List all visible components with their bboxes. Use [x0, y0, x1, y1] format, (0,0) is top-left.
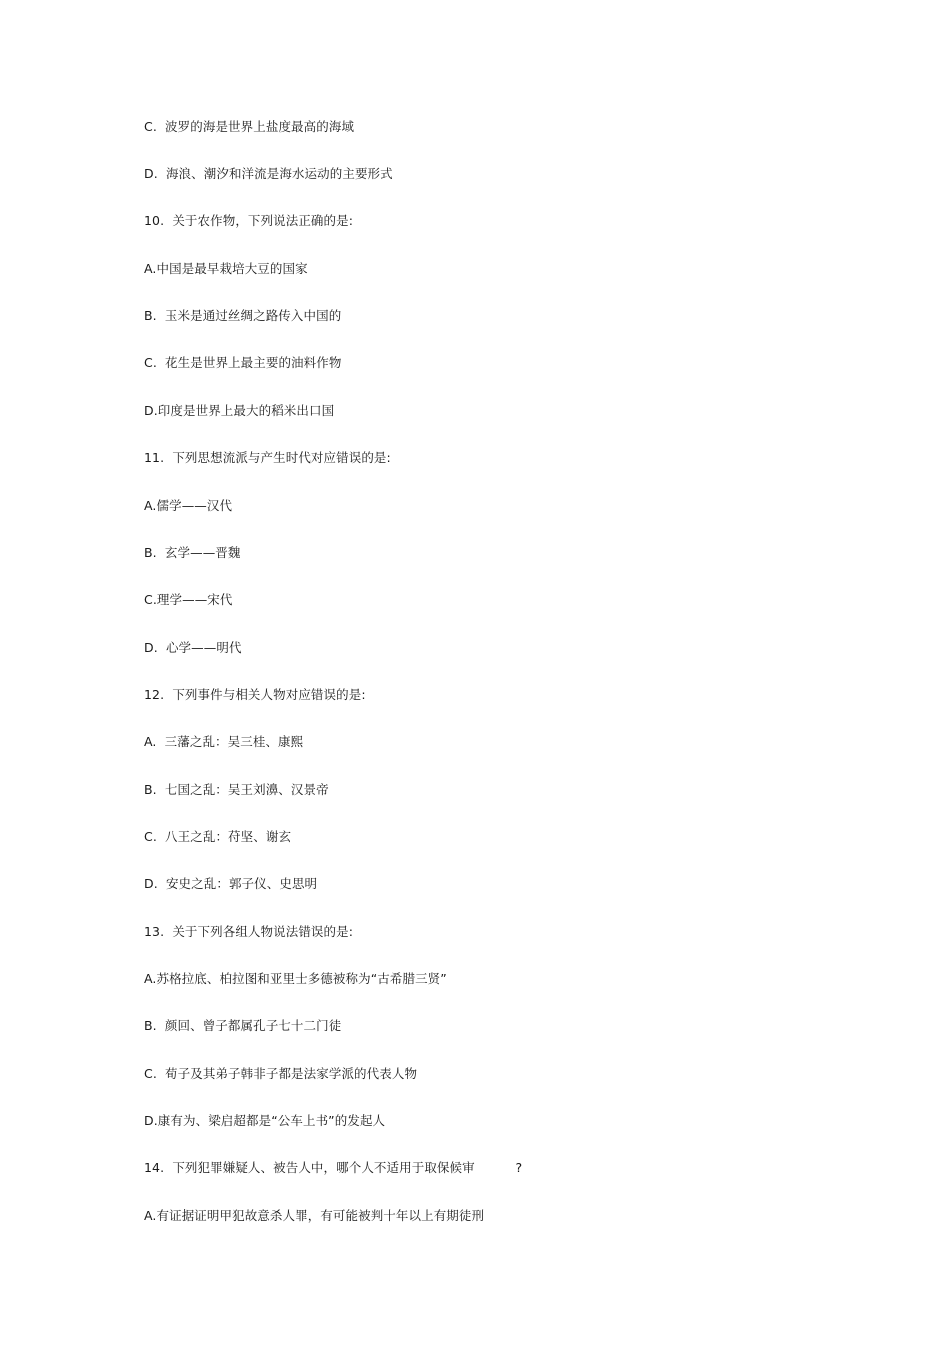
option-line: B. 玉米是通过丝绸之路传入中国的	[144, 308, 342, 323]
question-line: 13. 关于下列各组人物说法错误的是:	[144, 924, 354, 939]
option-line: A. 三藩之乱：吴三桂、康熙	[144, 734, 304, 749]
option-line: D. 心学——明代	[144, 640, 242, 655]
option-line: D. 安史之乱：郭子仪、史思明	[144, 876, 318, 891]
question-line: 14. 下列犯罪嫌疑人、被告人中，哪个人不适用于取保候审 ?	[144, 1160, 523, 1175]
option-line: A.苏格拉底、柏拉图和亚里士多德被称为“古希腊三贤”	[144, 971, 447, 986]
option-line: B. 七国之乱：吴王刘濞、汉景帝	[144, 782, 329, 797]
option-line: D.印度是世界上最大的稻米出口国	[144, 403, 335, 418]
option-line: D.康有为、梁启超都是“公车上书”的发起人	[144, 1113, 386, 1128]
option-line: C. 波罗的海是世界上盐度最高的海域	[144, 119, 355, 134]
option-line: A.儒学——汉代	[144, 498, 233, 513]
option-line: C.理学——宋代	[144, 592, 233, 607]
option-line: C. 花生是世界上最主要的油料作物	[144, 355, 342, 370]
question-line: 12. 下列事件与相关人物对应错误的是:	[144, 687, 366, 702]
question-line: 10. 关于农作物，下列说法正确的是:	[144, 213, 354, 228]
option-line: A.中国是最早栽培大豆的国家	[144, 261, 308, 276]
option-line: D. 海浪、潮汐和洋流是海水运动的主要形式	[144, 166, 393, 181]
option-line: A.有证据证明甲犯故意杀人罪，有可能被判十年以上有期徒刑	[144, 1208, 485, 1223]
option-line: C. 荀子及其弟子韩非子都是法家学派的代表人物	[144, 1066, 418, 1081]
question-line: 11. 下列思想流派与产生时代对应错误的是:	[144, 450, 391, 465]
option-line: C. 八王之乱：苻坚、谢玄	[144, 829, 292, 844]
option-line: B. 玄学——晋魏	[144, 545, 241, 560]
option-line: B. 颜回、曾子都属孔子七十二门徒	[144, 1018, 342, 1033]
